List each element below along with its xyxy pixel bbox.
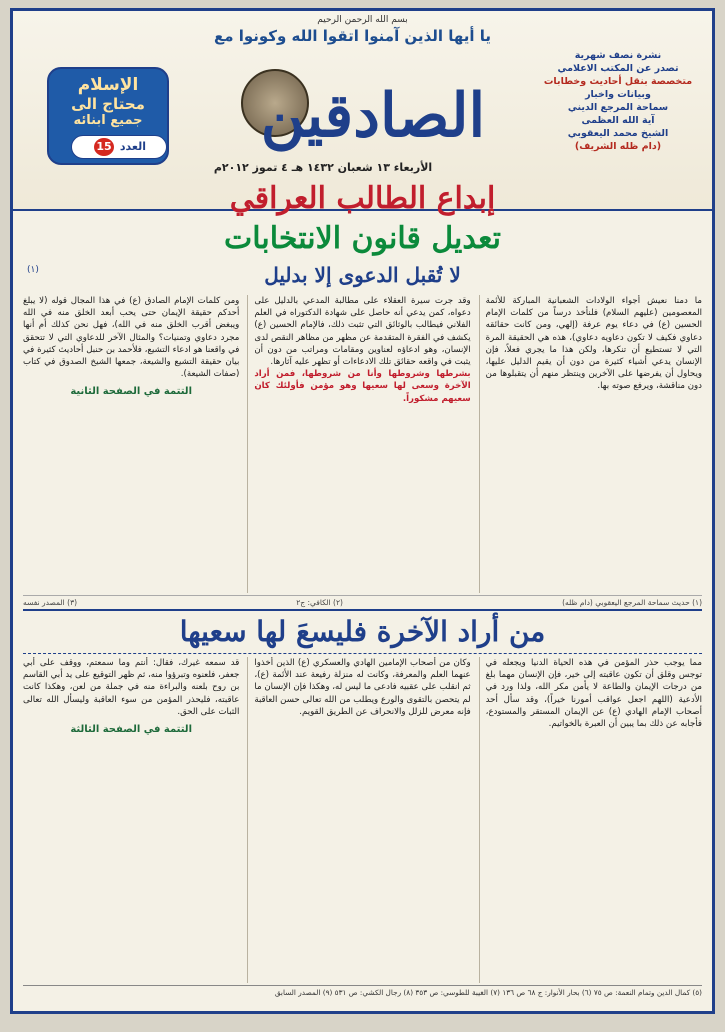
issue-date: الأربعاء ١٣ شعبان ١٤٣٢ هـ ٤ تموز ٢٠١٢م <box>213 161 433 174</box>
article1-col-1: ما دمنا نعيش أجواء الولادات الشعبانية المباركة للأئمة المعصومين (عليهم السلام) فلنأخذ درساً من كلمات الإمام الحسين (ع) في دعاء يوم عرفة (إلهي، ومن كانت حقائقه دعاوي فكيف لا تكون دعاويه دعاوي)، هذه هي الحقيقة المرة التي لا تستطيع أن تنكرها، ولكن هذا ما يجري فعلاً، فإن الإنسان يدعي أشياء كثيرة من دون أن يقيم الدليل عليها، ويحاول أن يفرضها على الآخرين وينتظر منهم أن يتقبلوها من دون مناقشة، ويرفع صوته بها. <box>479 295 702 593</box>
headline-election-law: تعديل قانون الانتخابات <box>224 221 501 256</box>
article2-col-2: وكان من أصحاب الإمامين الهادي والعسكري (ع) الذين أخذوا عنهما العلم والمعرفة، وكانت له منزلة رفيعة عند الأئمة (ع)، ثم انقلب على عقبيه فادعى ما ليس له، وهكذا فإن الإنسان ما لم يتحصن بالتقوى والورع ويطلب من الله تعالى حسن العاقبة فإنه معرض للزلل والانحراف عن الطريق القويم. <box>247 657 470 983</box>
quran-verse: يا أيها الذين آمنوا اتقوا الله وكونوا مع <box>213 27 492 45</box>
continued-link[interactable]: التتمة في الصفحة الثانية <box>70 386 192 398</box>
newspaper-page <box>10 8 715 1014</box>
about-box: نشرة نصف شهرية تصدر عن المكتب الاعلامي متخصصة بنقل أحاديث وخطابات وبيانات واخبار سماحة المرجع الديني آية الله العظمى الشيخ محمد اليعقوبي (دام ظله الشريف) <box>543 50 693 152</box>
article1-col-2: وقد جرت سيرة العقلاء على مطالبة المدعي بالدليل على دعواه، كمن يدعي أنه حاصل على شهادة الدكتوراه في العلم الفلاني فيطالب بالوثائق التي تثبت ذلك، فالإمام الحسين (ع) يكشف في الفقرة المتقدمة عن مظهر من مظاهر النقص لدى الإنسان، وهو ادعاؤه لعناوين ومقامات ومراتب من دون أن يثبت في واقعه حقائق تلك الادعاءات أو تظهر عليه آثارها. بشرطها وشروطها وأنا من شروطها، فمن أراد الآخرة وسعى لها سعيها وهو مؤمن فأولئك كان سعيهم مشكوراً. <box>247 295 470 593</box>
footnote-ref: (١) <box>27 265 39 275</box>
article2-col-3: قد سمعه غيرك، فقال: أنتم وما سمعتم، ووقف على أبي جعفر، فلعنوه وتبرؤوا منه، ثم ظهر التوقيع على يد أبي القاسم بن روح بلعنه والبراءة منه في جملة من لعن، وهكذا كانت عاقبته، فليحذر المؤمن من سوء العاقبة وليسأل الله تعالى الثبات على الحق. التتمة في الصفحة الثالثة <box>23 658 240 736</box>
headline-no-claim: لا تُقبل الدعوى إلا بدليل <box>264 263 461 287</box>
article2-col-1: مما يوجب حذر المؤمن في هذه الحياة الدنيا ويجعله في توجس وقلق أن تكون عاقبته إلى خير، فإن الإنسان مهما بلغ من درجات الإيمان والطاعة لا يأمن مكر الله، ولذا ورد في الأدعية (اللهم اجعل عواقب أمورنا خيراً)، وقد سأل أحد أصحاب الإمام الهادي (ع) عن الإيمان المستقر والمستودع، فأجابه عن ذلك بما يبين أن العبرة بالخواتيم. <box>479 657 702 983</box>
article2-footnotes: (٥) كمال الدين وتمام النعمة: ص ٧٥ (٦) بحار الأنوار: ج ٦٨ ص ١٣٦ (٧) الغيبة للطوسي: ص ٣٥٣ (٨) رجال الكشي: ص ٥٣١ (٩) المصدر السابق <box>23 985 702 998</box>
newspaper-title: الصادقين <box>260 81 486 151</box>
slogan-box: الإسلام محتاج الى جميع ابنائه <box>47 67 169 165</box>
headline-hereafter: من أراد الآخرة فليسعَ لها سعيها <box>23 609 702 654</box>
article1-columns <box>23 295 702 593</box>
issue-badge: العدد 15 <box>71 135 167 159</box>
article1-col-3: ومن كلمات الإمام الصادق (ع) في هذا المجال قوله (لا يبلغ أحدكم حقيقة الإيمان حتى يحب أبعد الخلق منه في الله ويبغض أقرب الخلق منه في الله)، فهل نحن كذلك أم أنها مجرد دعاوي وتمنيات؟ والمثال الآخر للدعاوي التي لا تتحقق في واقعنا هو ادعاء التشيع، فلأحمد بن حنبل أحاديث كثيرة في بيان حقيقة التشيع والشيعة، جمعها الشيخ الصدوق في كتاب (صفات الشيعة). التتمة في الصفحة الثانية <box>23 296 240 398</box>
headline-creativity: إبداع الطالب العراقي <box>229 181 496 216</box>
article1-footnotes: (١) حديث سماحة المرجع اليعقوبي (دام ظله) (٢) الكافي: ج٢ (٣) المصدر نفسه <box>23 595 702 607</box>
issue-number: 15 <box>94 138 114 156</box>
article2-columns <box>23 657 702 983</box>
continued-link[interactable]: التتمة في الصفحة الثالثة <box>70 724 192 736</box>
basmala: بسم الله الرحمن الرحيم <box>317 15 408 25</box>
